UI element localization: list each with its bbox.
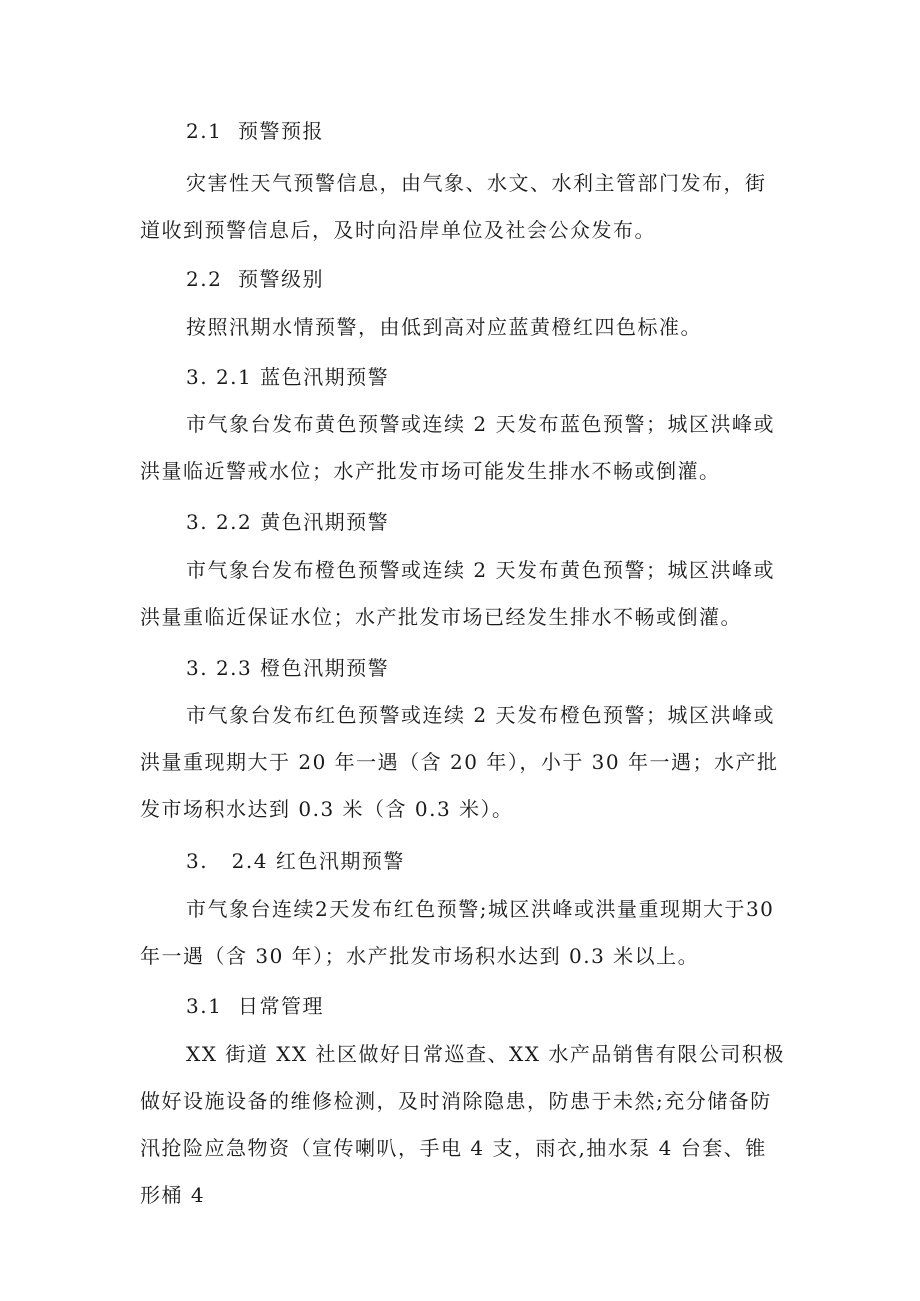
section-heading-yellow: 3. 2.2 黄色汛期预警 <box>186 510 390 534</box>
paragraph-yellow-warning: 市气象台发布橙色预警或连续 2 天发布黄色预警；城区洪峰或洪量重临近保证水位；水产批发市场已经发生排水不畅或倒灌。 <box>140 558 775 629</box>
paragraph-warning-forecast: 灾害性天气预警信息，由气象、水文、水利主管部门发布，街道收到预警信息后，及时向沿岸单位及社会公众发布。 <box>140 171 767 242</box>
section-heading-3-1: 3.1 日常管理 <box>186 994 325 1018</box>
paragraph-orange-warning: 市气象台发布红色预警或连续 2 天发布橙色预警；城区洪峰或洪量重现期大于 20 年一遇（含 20 年），小于 30 年一遇；水产批发市场积水达到 0.3 米（含 0.3 米）。 <box>140 703 779 821</box>
paragraph-warning-levels: 按照汛期水情预警，由低到高对应蓝黄橙红四色标准。 <box>186 315 702 339</box>
paragraph-red-warning: 市气象台连续2天发布红色预警;城区洪峰或洪量重现期大于30年一遇（含 30 年）；水产批发市场积水达到 0.3 米以上。 <box>140 897 775 968</box>
paragraph-daily-management: XX 街道 XX 社区做好日常巡查、XX 水产品销售有限公司积极做好设施设备的维修检测，及时消除隐患，防患于未然;充分储备防汛抢险应急物资（宣传喇叭，手电 4 支，雨衣,抽水泵 4 台套、锥形桶 4 <box>140 1042 785 1207</box>
section-heading-red: 3. 2.4 红色汛期预警 <box>186 849 405 873</box>
section-heading-blue: 3. 2.1 蓝色汛期预警 <box>186 365 390 389</box>
section-heading-2-2: 2.2 预警级别 <box>186 267 325 291</box>
paragraph-blue-warning: 市气象台发布黄色预警或连续 2 天发布蓝色预警；城区洪峰或洪量临近警戒水位；水产批发市场可能发生排水不畅或倒灌。 <box>140 412 775 483</box>
section-heading-orange: 3. 2.3 橙色汛期预警 <box>186 656 390 680</box>
section-heading-2-1: 2.1 预警预报 <box>186 119 325 143</box>
